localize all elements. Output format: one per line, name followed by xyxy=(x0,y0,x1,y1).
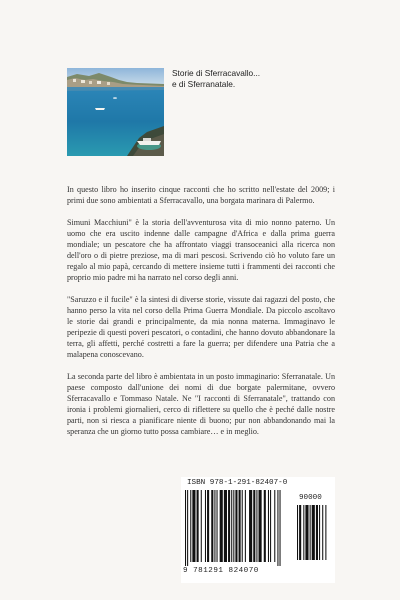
paragraph-sferranatale: La seconda parte del libro è ambientata in un posto immaginario: Sferranatale. Un paese composto dall'unione dei nomi di due borgate palermitane, ovvero Sferracavallo e Tommaso Natale. Ne "I racconti di Sferranatale", trattando con ironia i problemi giornalieri, cerco di riflettere su quello che è peché dalle nostre parti, non si riesca a pianificare niente di buono; pur non abbandonando mai la speranza che un giorno tutto possa cambiare… e in meglio. xyxy=(67,372,335,436)
paragraph-saruzzo: "Saruzzo e il fucile" è la sintesi di diverse storie, vissute dai ragazzi del posto, che hanno perso la vita nel corso della Prima Guerra Mondiale. Da piccolo ascoltavo le storie dai grandi e principalmente, da mia nonna materna. Immaginavo le peripezie di questi poveri pescatori, o contadini, che hanno dovuto abbandonare la terra, gli affetti, perché costretti a fare la guerra; per difendere una Patria che a malapena conoscevano. xyxy=(67,295,335,359)
ean-digits: 9 781291 824070 xyxy=(183,567,259,575)
isbn-label: ISBN 978-1-291-82407-0 xyxy=(187,479,288,487)
headline-line-1: Storie di Sferracavallo... xyxy=(172,68,261,78)
headline-line-2: e di Sferranatale. xyxy=(172,79,236,89)
paragraph-simuni: Simuni Macchiuni" è la storia dell'avventurosa vita di mio nonno paterno. Un uomo che era uscito indenne dalle campagne d'Africa e dalla prima guerra mondiale; un pescatore che ha affrontato viaggi transoceanici alla ricerca non dell'oro o di pietre preziose, ma di mari pescosi. Scrivendo ciò ho voluto fare un regalo al mio papà, cercando di mettere insieme tutti i frammenti dei racconti che proprio mio padre mi ha narrato nel corso degli anni. xyxy=(67,218,335,282)
isbn-barcode xyxy=(181,477,335,583)
paragraph-intro: In questo libro ho inserito cinque racconti che ho scritto nell'estate del 2009; i primi due sono ambientati a Sferracavallo, una borgata marinara di Palermo. xyxy=(67,185,335,205)
cover-photo xyxy=(67,68,164,156)
headline xyxy=(172,68,260,90)
price-code: 90000 xyxy=(299,494,322,502)
ean-barcode-bars xyxy=(185,490,295,566)
addon-barcode-bars xyxy=(297,505,331,565)
back-cover-text xyxy=(67,184,335,448)
